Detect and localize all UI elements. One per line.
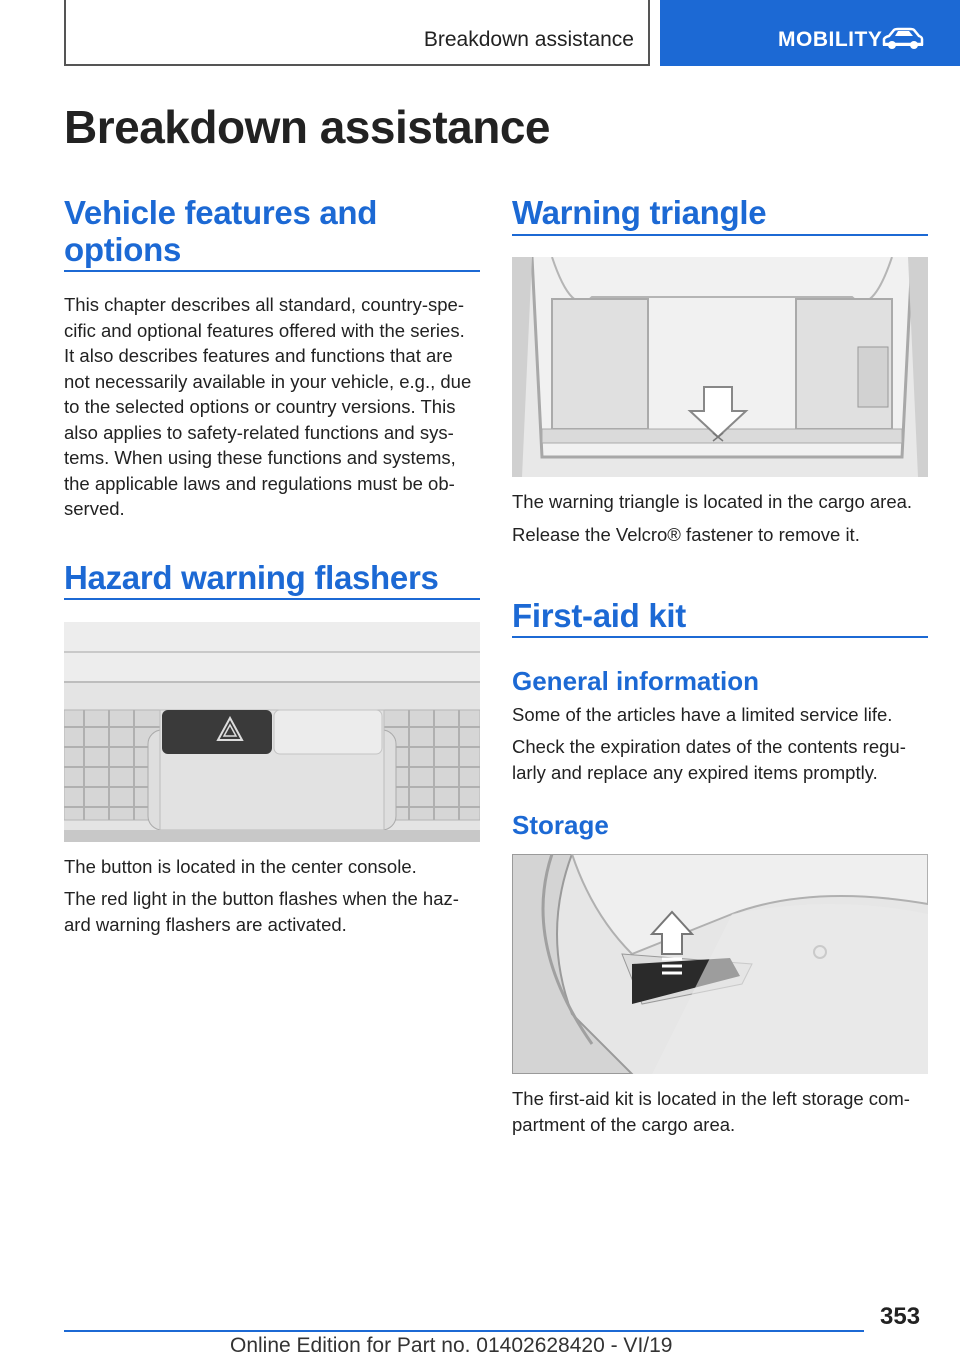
car-icon — [880, 27, 926, 53]
warning-triangle-heading: Warning triangle — [512, 194, 767, 231]
section-label: Breakdown assistance — [423, 28, 634, 51]
text-line: not necessarily available in your vehicle, e.g., due — [64, 370, 472, 392]
text-line: larly and replace any expired items promptly. — [512, 761, 878, 783]
warning-triangle-p1: The warning triangle is located in the cargo area. — [512, 491, 913, 512]
section-rule — [64, 598, 480, 600]
hazard-heading: Hazard warning flashers — [64, 559, 439, 596]
text-line: tems. When using these functions and systems, — [64, 447, 456, 468]
storage-text — [512, 1086, 910, 1137]
hazard-button-figure — [64, 622, 480, 842]
storage-heading: Storage — [512, 810, 609, 840]
warning-triangle-p2: Release the Velcro® fastener to remove it. — [512, 524, 860, 545]
section-rule — [64, 270, 480, 272]
general-information-heading: General information — [512, 666, 760, 696]
vehicle-features-text — [64, 292, 471, 522]
hazard-p1: The button is located in the center console. — [64, 856, 417, 877]
text-line: also applies to safety-related functions and sys‐ — [64, 421, 454, 443]
first-aid-heading: First-aid kit — [512, 597, 686, 634]
text-line: Check the expiration dates of the contents regu‐ — [512, 736, 906, 757]
text-line: the applicable laws and regulations must be ob‐ — [64, 472, 455, 494]
chapter-label: MOBILITY — [778, 28, 883, 51]
footer-rule — [64, 1330, 864, 1332]
page-title: Breakdown assistance — [64, 101, 551, 153]
text-line: served. — [64, 498, 125, 519]
text-line: partment of the cargo area. — [512, 1113, 736, 1135]
hazard-p2 — [64, 886, 459, 937]
vehicle-features-heading — [64, 194, 377, 268]
first-aid-storage-figure — [512, 854, 928, 1074]
first-aid-p1: Some of the articles have a limited service life. — [512, 704, 893, 725]
warning-triangle-figure — [512, 257, 928, 477]
heading-line: options — [64, 231, 182, 268]
text-line: to the selected options or country versions. This — [64, 396, 456, 417]
first-aid-p2 — [512, 734, 906, 785]
heading-line: Vehicle features and — [64, 194, 378, 231]
section-rule — [512, 234, 928, 236]
text-line: ard warning flashers are activated. — [64, 913, 347, 935]
text-line: This chapter describes all standard, country-spe‐ — [64, 294, 464, 315]
header-section-tab — [64, 0, 650, 66]
section-rule — [512, 636, 928, 638]
text-line: It also describes features and functions that are — [64, 345, 453, 366]
text-line: The first-aid kit is located in the left storage com‐ — [512, 1088, 910, 1109]
page-number: 353 — [880, 1303, 921, 1330]
footer-edition: Online Edition for Part no. 01402628420 - VI/19 — [230, 1334, 673, 1357]
text-line: The red light in the button flashes when the haz‐ — [64, 888, 459, 909]
text-line: cific and optional features offered with the series. — [64, 319, 465, 341]
